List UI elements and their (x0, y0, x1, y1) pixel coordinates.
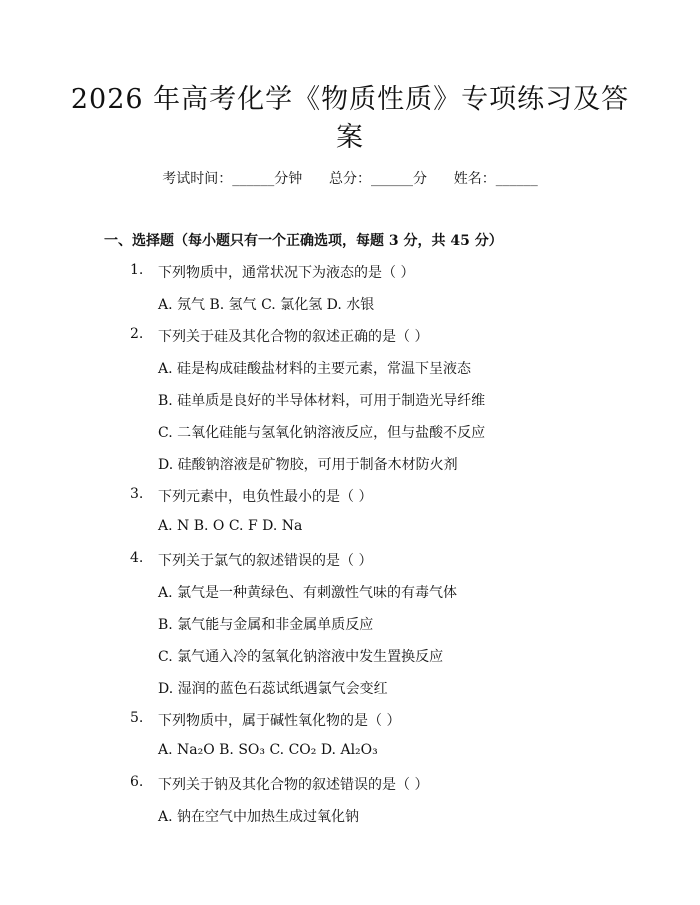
question-4-option-a: A. 氯气是一种黄绿色、有刺激性气味的有毒气体 (158, 585, 458, 601)
question-number: 6. (130, 774, 144, 790)
question-text: 下列元素中，电负性最小的是（ ） (158, 489, 373, 505)
question-text: 下列物质中，通常状况下为液态的是（ ） (158, 265, 415, 281)
exam-meta-line: 考试时间：______分钟 总分：______分 姓名：______ (162, 171, 538, 187)
question-5-options: A. Na₂O B. SO₃ C. CO₂ D. Al₂O₃ (158, 742, 378, 758)
question-number: 1. (130, 262, 144, 278)
question-2-option-d: D. 硅酸钠溶液是矿物胶，可用于制备木材防火剂 (158, 457, 458, 473)
question-6-option-a: A. 钠在空气中加热生成过氧化钠 (158, 809, 360, 825)
question-4-option-b: B. 氯气能与金属和非金属单质反应 (158, 617, 374, 633)
question-number: 4. (130, 550, 144, 566)
section-heading: 一、选择题（每小题只有一个正确选项，每题 3 分，共 45 分） (104, 233, 503, 249)
question-number: 3. (130, 486, 144, 502)
question-1-options: A. 氖气 B. 氢气 C. 氯化氢 D. 水银 (158, 297, 375, 313)
question-text: 下列关于硅及其化合物的叙述正确的是（ ） (158, 329, 429, 345)
question-4-option-d: D. 湿润的蓝色石蕊试纸遇氯气会变红 (158, 681, 388, 697)
question-text: 下列物质中，属于碱性氧化物的是（ ） (158, 713, 401, 729)
question-4-option-c: C. 氯气通入冷的氢氧化钠溶液中发生置换反应 (158, 649, 444, 665)
question-2-option-a: A. 硅是构成硅酸盐材料的主要元素，常温下呈液态 (158, 361, 472, 377)
question-text: 下列关于氯气的叙述错误的是（ ） (158, 553, 373, 569)
question-text: 下列关于钠及其化合物的叙述错误的是（ ） (158, 777, 429, 793)
page-title-line2: 案 (336, 122, 364, 153)
question-2-option-c: C. 二氧化硅能与氢氧化钠溶液反应，但与盐酸不反应 (158, 425, 486, 441)
question-number: 5. (130, 710, 144, 726)
page-title-line1: 2026 年高考化学《物质性质》专项练习及答 (70, 84, 630, 115)
question-2-option-b: B. 硅单质是良好的半导体材料，可用于制造光导纤维 (158, 393, 486, 409)
question-3-options: A. N B. O C. F D. Na (158, 518, 303, 534)
question-number: 2. (130, 326, 144, 342)
